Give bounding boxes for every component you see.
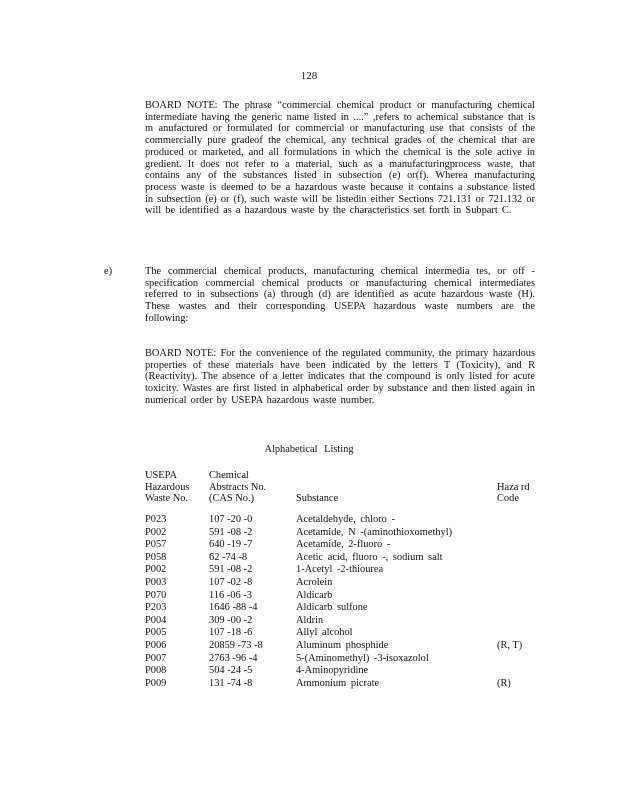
cas-cell: 107 -20 -0 bbox=[209, 514, 253, 525]
waste-no-cell: P002 bbox=[145, 526, 167, 538]
header-hazard-line: Haza rd bbox=[497, 481, 530, 493]
header-cas-line: (CAS No.) bbox=[209, 493, 255, 505]
waste-no-cell: P009 bbox=[145, 677, 167, 689]
waste-no-cell: P002 bbox=[145, 564, 167, 576]
cas-cell: 2763 -96 -4 bbox=[209, 652, 258, 664]
header-usepa-line: Hazardous bbox=[145, 481, 190, 493]
table-row bbox=[145, 564, 565, 577]
table-row bbox=[145, 602, 565, 615]
table-row bbox=[145, 678, 565, 691]
waste-no-cell: P057 bbox=[145, 539, 167, 551]
substance-cell: 4-Aminopyridine bbox=[296, 665, 369, 677]
waste-no-cell: P004 bbox=[145, 614, 167, 626]
substance-cell: Acetamide, N -(aminothioxomethyl) bbox=[296, 526, 453, 538]
header-cas-line: Chemical bbox=[209, 470, 249, 481]
cas-cell: 116 -06 -3 bbox=[209, 589, 252, 601]
header-hazard-code bbox=[497, 482, 557, 505]
cas-cell: 107 -02 -8 bbox=[209, 576, 253, 588]
table-row bbox=[145, 539, 565, 552]
cas-cell: 62 -74 -8 bbox=[209, 551, 248, 563]
substance-cell: Aldrin bbox=[296, 614, 324, 626]
hazardous-waste-table bbox=[145, 470, 565, 690]
substance-cell: 5-(Aminomethyl) -3-isoxazolol bbox=[296, 652, 429, 664]
table-row bbox=[145, 627, 565, 640]
header-substance: Substance bbox=[296, 493, 339, 505]
table-header bbox=[145, 470, 565, 514]
header-usepa-line: Waste No. bbox=[145, 493, 189, 505]
board-note-1: BOARD NOTE: The phrase “commercial chemical product or manufacturing chemical intermediate having the generic name listed in ....” ,refers to achemical substance that is m anufactured or formulated for commercial or manufacturing use that consists of the commercially pure gradeof the chemical, any technical grades of the chemical that are produced or marketed, and all formulations in which the chemical is the sole active in gredient. It does not refer to a material, such as a manufacturingprocess waste, that contains any of the substances listed in subsection (e) or(f). Wherea manufacturing process waste is deemed to be a hazardous waste because it contains a substance listed in subsection (e) or (f), such waste will be listedin either Sections 721.131 or 721.132 or will be identified as a hazardous waste by the characteristics set forth in Subpart C. bbox=[145, 100, 535, 217]
waste-no-cell: P070 bbox=[145, 589, 167, 601]
table-row bbox=[145, 615, 565, 628]
table-row bbox=[145, 527, 565, 540]
item-e-text: The commercial chemical products, manufacturing chemical intermedia tes, or off - specification commercial chemical products or manufacturing chemical intermediates referred to in subsections (a) through (d) are identified as acute hazardous waste (H). These wastes and their corresponding USEPA hazardous waste numbers are the following: bbox=[145, 266, 535, 324]
waste-no-cell: P007 bbox=[145, 652, 167, 664]
hazard-cell: (R, T) bbox=[497, 639, 523, 651]
cas-cell: 640 -19 -7 bbox=[209, 539, 253, 551]
substance-cell: Ammonium picrate bbox=[296, 677, 380, 689]
cas-cell: 20859 -73 -8 bbox=[209, 639, 263, 651]
table-row bbox=[145, 552, 565, 565]
waste-no-cell: P023 bbox=[145, 514, 167, 525]
listing-heading: Alphabetical Listing bbox=[264, 444, 354, 455]
header-cas-line: Abstracts No. bbox=[209, 481, 267, 493]
header-usepa-waste-no bbox=[145, 470, 205, 505]
substance-cell: Acrolein bbox=[296, 576, 333, 588]
substance-cell: Acetic acid, fluoro -, sodium salt bbox=[296, 551, 443, 563]
substance-cell: Allyl alcohol bbox=[296, 627, 353, 639]
cas-cell: 1646 -88 -4 bbox=[209, 602, 258, 614]
cas-cell: 107 -18 -6 bbox=[209, 627, 253, 639]
substance-cell: Aluminum phosphide bbox=[296, 639, 389, 651]
substance-cell: Aldicarb bbox=[296, 589, 333, 601]
waste-no-cell: P003 bbox=[145, 576, 167, 588]
waste-no-cell: P058 bbox=[145, 551, 167, 563]
substance-cell: Acetaldehyde, chloro - bbox=[296, 514, 395, 525]
hazard-cell: (R) bbox=[497, 677, 511, 689]
board-note-2: BOARD NOTE: For the convenience of the regulated community, the primary hazardous properties of these materials have been indicated by the letters T (Toxicity), and R (Reactivity). The absence of a letter indicates that the compound is only listed for acute toxicity. Wastes are first listed in alphabetical order by substance and then listed again in numerical order by USEPA hazardous waste number. bbox=[145, 348, 535, 406]
table-row bbox=[145, 665, 565, 678]
table-row bbox=[145, 577, 565, 590]
cas-cell: 591 -08 -2 bbox=[209, 564, 253, 576]
table-row bbox=[145, 514, 565, 527]
waste-no-cell: P203 bbox=[145, 602, 167, 614]
item-e-marker: e) bbox=[104, 266, 113, 277]
header-cas-no bbox=[209, 470, 289, 505]
table-row bbox=[145, 640, 565, 653]
waste-no-cell: P005 bbox=[145, 627, 167, 639]
header-hazard-line: Code bbox=[497, 493, 519, 505]
table-row bbox=[145, 653, 565, 666]
page-number: 128 bbox=[300, 70, 318, 82]
cas-cell: 309 -00 -2 bbox=[209, 614, 253, 626]
header-usepa-line: USEPA bbox=[145, 470, 177, 481]
table-body bbox=[145, 514, 565, 690]
cas-cell: 131 -74 -8 bbox=[209, 677, 253, 689]
cas-cell: 591 -08 -2 bbox=[209, 526, 253, 538]
substance-cell: 1-Acetyl -2-thiourea bbox=[296, 564, 384, 576]
substance-cell: Aldicarb sulfone bbox=[296, 602, 368, 614]
substance-cell: Acetamide, 2-fluoro - bbox=[296, 539, 391, 551]
cas-cell: 504 -24 -5 bbox=[209, 665, 253, 677]
waste-no-cell: P006 bbox=[145, 639, 167, 651]
waste-no-cell: P008 bbox=[145, 665, 167, 677]
table-row bbox=[145, 590, 565, 603]
